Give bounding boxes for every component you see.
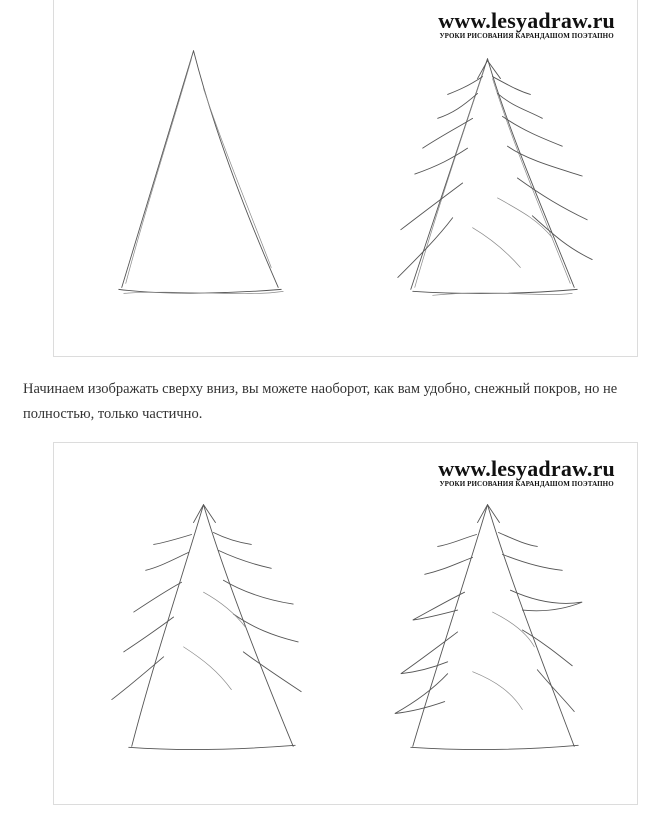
drawing-step-image-2 — [53, 442, 638, 805]
step-description-line-1: Начинаем изображать сверху вниз, вы можете наоборот, как вам удобно, снежный покров, но не — [23, 381, 618, 397]
drawing-step-image-1 — [53, 0, 638, 357]
tree-sketch-2 — [54, 443, 637, 804]
watermark-subtitle: УРОКИ РИСОВАНИЯ КАРАНДАШОМ ПОЭТАПНО — [439, 32, 614, 40]
watermark-url: www.lesyadraw.ru — [438, 8, 615, 33]
step-description — [23, 377, 659, 427]
watermark — [438, 9, 615, 40]
step-description-line-2: полностью, только частично. — [23, 406, 203, 422]
watermark-url: www.lesyadraw.ru — [438, 456, 615, 481]
tree-sketch-1 — [54, 0, 637, 356]
watermark-subtitle: УРОКИ РИСОВАНИЯ КАРАНДАШОМ ПОЭТАПНО — [439, 480, 614, 488]
watermark — [438, 457, 615, 488]
